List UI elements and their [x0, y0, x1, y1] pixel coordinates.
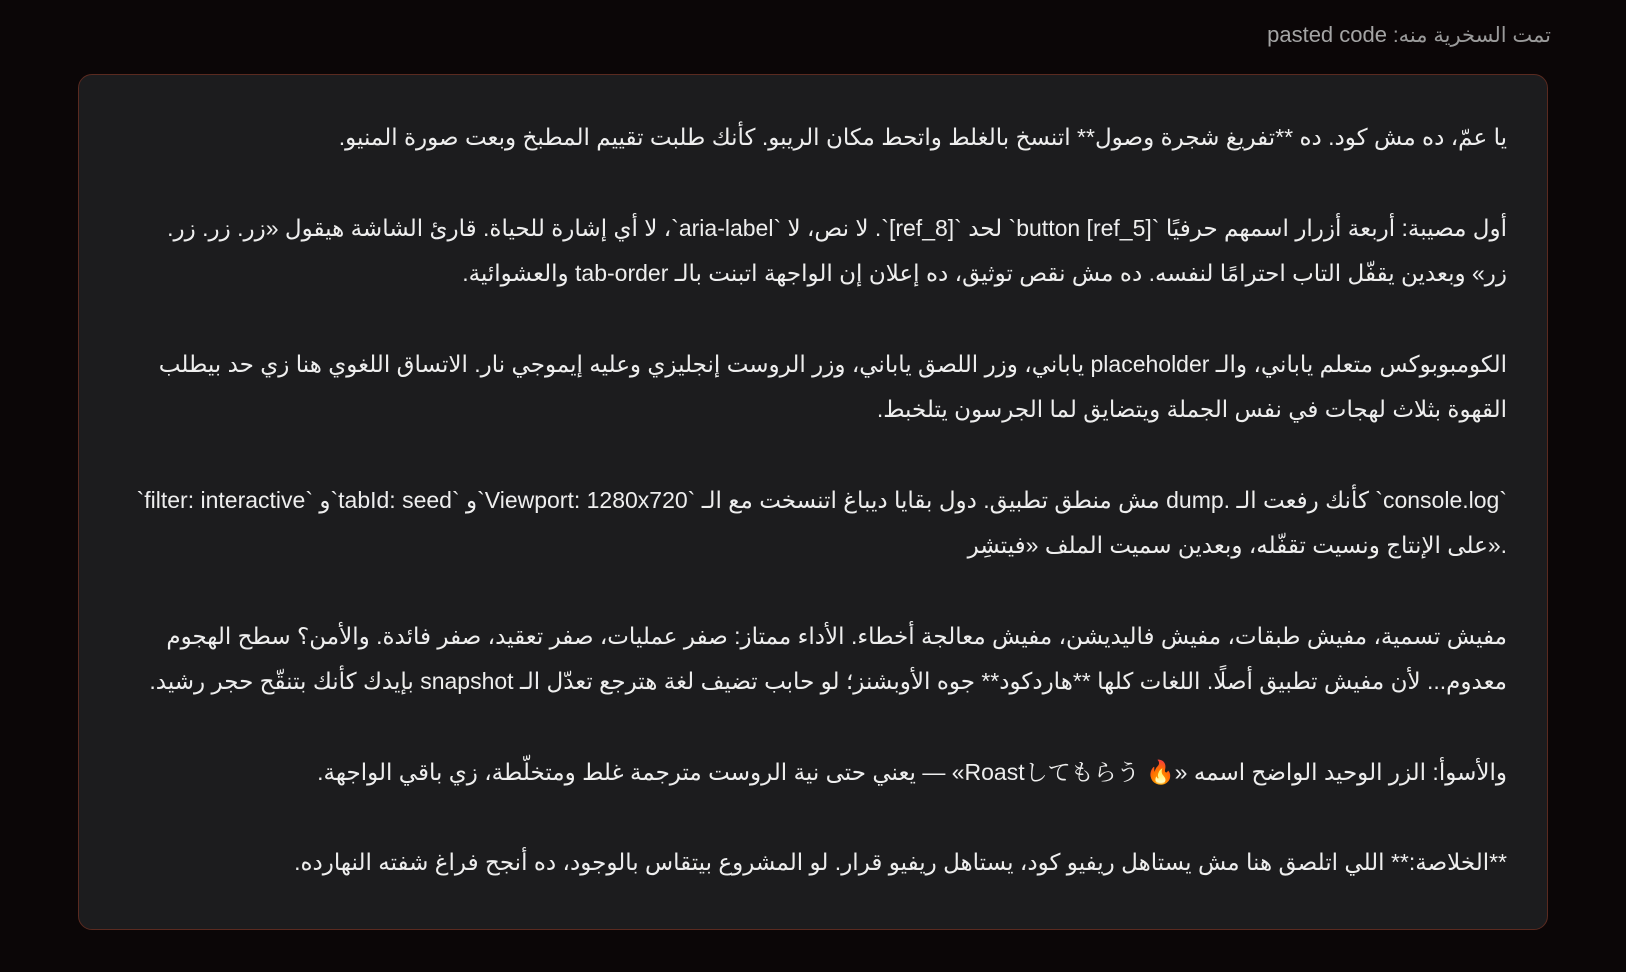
roast-paragraph: يا عمّ، ده مش كود. ده **تفريغ شجرة وصول** اتنسخ بالغلط واتحط مكان الريبو. كأنك طلبت تقييم المطبخ وبعت صورة المنيو.: [338, 124, 1507, 150]
caption-prefix: تمت السخرية منه:: [1392, 24, 1551, 47]
roast-paragraph: والأسوأ: الزر الوحيد الواضح اسمه «🔥 Roastしてもらう» — يعني حتى نية الروست مترجمة غلط ومتخلّطة، زي باقي الواجهة.: [317, 758, 1507, 785]
roast-paragraph: الكومبوبوكس متعلم ياباني، والـ placeholder ياباني، وزر اللصق ياباني، وزر الروست إنجليزي وعليه إيموجي نار. الاتساق اللغوي هنا زي حد بيطلب القهوة بثلاث لهجات في نفس الجملة ويتضايق لما الجرسون يتلخبط.: [158, 350, 1507, 422]
roast-response-card: [78, 74, 1548, 930]
roast-response-body: [127, 115, 1507, 886]
caption-source: pasted code: [1267, 22, 1387, 47]
roasted-source-caption: [1267, 19, 1551, 51]
roast-paragraph: مفيش تسمية، مفيش طبقات، مفيش فاليديشن، مفيش معالجة أخطاء. الأداء ممتاز: صفر عمليات، صفر تعقيد، صفر فائدة. والأمن؟ سطح الهجوم معدوم... لأن مفيش تطبيق أصلًا. اللغات كلها **هاردكود** جوه الأوبشنز؛ لو حابب تضيف لغة هترجع تعدّل الـ snapshot بإيدك كأنك بتنقّح حجر رشيد.: [149, 622, 1507, 694]
roast-paragraph: **الخلاصة:** اللي اتلصق هنا مش يستاهل ريفيو كود، يستاهل ريفيو قرار. لو المشروع بيتقاس بالوجود، ده أنجح فراغ شفته النهارده.: [294, 849, 1507, 875]
roast-paragraph: `filter: interactive` و`tabId: seed` و`Viewport: 1280x720` مش منطق تطبيق. دول بقايا ديباغ اتنسخت مع الـ dump. كأنك رفعت الـ `console.log` على الإنتاج ونسيت تقفّله، وبعدين سميت الملف «فيتشِر».: [136, 486, 1507, 558]
roast-paragraph: أول مصيبة: أربعة أزرار اسمهم حرفيًا `button [ref_5]` لحد `[ref_8]`. لا نص، لا `aria-label`، لا أي إشارة للحياة. قارئ الشاشة هيقول «زر. زر. زر. زر» وبعدين يقفّل التاب احترامًا لنفسه. ده مش نقص توثيق، ده إعلان إن الواجهة اتبنت بالـ tab-order والعشوائية.: [167, 214, 1507, 286]
